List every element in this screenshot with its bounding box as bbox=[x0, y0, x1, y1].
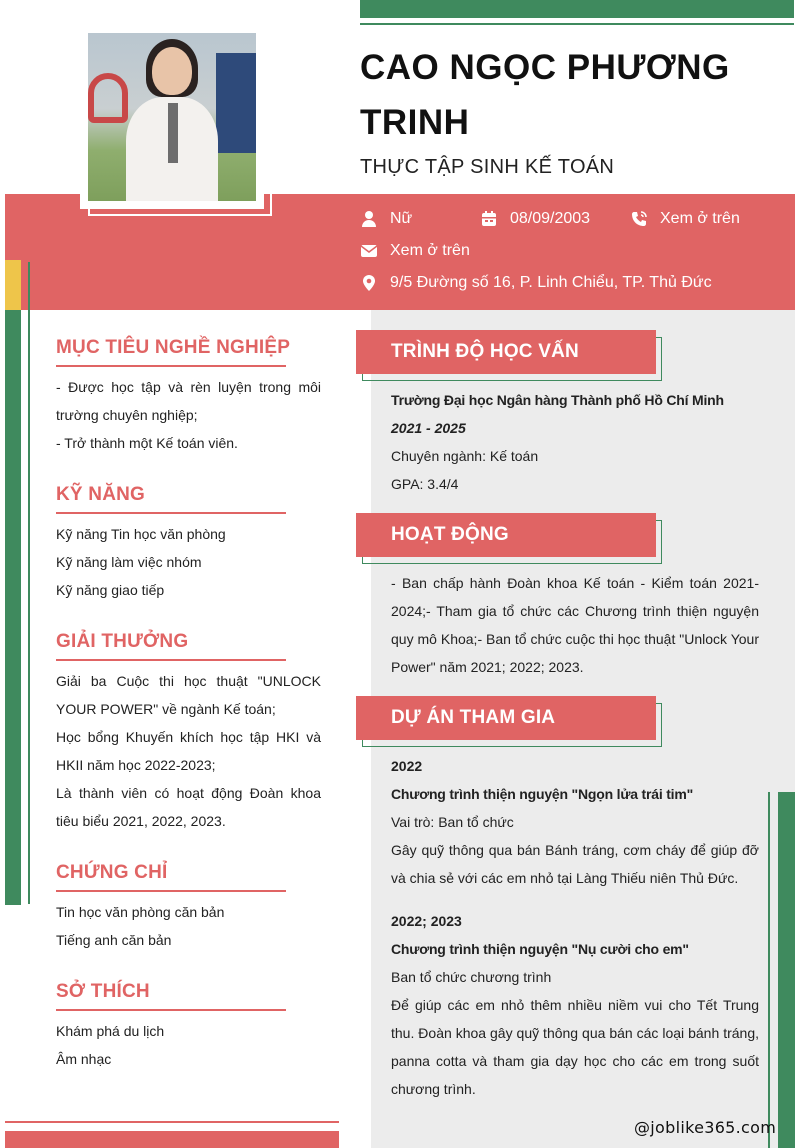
watermark: @joblike365.com bbox=[634, 1118, 777, 1137]
awards-underline bbox=[56, 659, 286, 661]
contact-gender bbox=[360, 210, 412, 228]
hobby-item: Khám phá du lịch bbox=[56, 1023, 165, 1039]
contact-address bbox=[360, 274, 712, 292]
calendar-icon bbox=[480, 210, 498, 228]
project-desc: Để giúp các em nhỏ thêm nhiều niềm vui cho Tết Trung thu. Đoàn khoa gây quỹ thông qua bán các loại bánh tráng, panna cotta và tham gia dạy học cho các em trong suốt chương trình. bbox=[391, 997, 759, 1097]
education-major: Chuyên ngành: Kế toán bbox=[391, 448, 539, 464]
phone-value: Xem ở trên bbox=[660, 210, 740, 227]
objective-line: - Được học tập và rèn luyện trong môi trường chuyên nghiệp; bbox=[56, 379, 321, 423]
skill-item: Kỹ năng làm việc nhóm bbox=[56, 554, 202, 570]
project-role: Vai trò: Ban tổ chức bbox=[391, 814, 514, 830]
gender-value: Nữ bbox=[390, 210, 413, 227]
profile-photo bbox=[88, 33, 256, 201]
full-name bbox=[360, 40, 790, 150]
left-yellow-accent bbox=[5, 260, 21, 310]
award-item: Học bổng Khuyến khích học tập HKI và HKII năm học 2022-2023; bbox=[56, 729, 321, 773]
hobby-item: Âm nhạc bbox=[56, 1051, 112, 1067]
projects-title: DỰ ÁN THAM GIA bbox=[356, 696, 656, 740]
certificate-item: Tin học văn phòng căn bản bbox=[56, 904, 225, 920]
activities-title: HOẠT ĐỘNG bbox=[356, 513, 656, 557]
contact-birthday bbox=[480, 210, 590, 228]
top-decor-line bbox=[360, 23, 794, 25]
location-pin-icon bbox=[360, 274, 378, 292]
activities-text: - Ban chấp hành Đoàn khoa Kế toán - Kiểm toán 2021-2024;- Tham gia tổ chức các Chương trình thiện nguyện quy mô Khoa;- Ban tổ chức cuộc thi học thuật "Unlock Your Power" năm 2021; 2022; 2023. bbox=[391, 575, 759, 675]
certificates-underline bbox=[56, 890, 286, 892]
objective-line: - Trở thành một Kế toán viên. bbox=[56, 435, 238, 451]
skills-title: KỸ NĂNG bbox=[56, 484, 146, 505]
awards-title: GIẢI THƯỞNG bbox=[56, 631, 189, 652]
skills-underline bbox=[56, 512, 286, 514]
skill-item: Kỹ năng Tin học văn phòng bbox=[56, 526, 226, 542]
objective-list bbox=[56, 373, 321, 457]
education-gpa: GPA: 3.4/4 bbox=[391, 476, 459, 492]
contact-email bbox=[360, 242, 470, 260]
phone-icon bbox=[630, 210, 648, 228]
hobbies-title: SỞ THÍCH bbox=[56, 981, 150, 1002]
hobbies-list bbox=[56, 1017, 321, 1073]
right-green-bar bbox=[778, 792, 795, 1148]
name-line-1: CAO NGỌC PHƯƠNG bbox=[360, 48, 730, 87]
top-decor-bar bbox=[360, 0, 794, 18]
project-year: 2022; 2023 bbox=[391, 913, 462, 929]
bottom-decor-line bbox=[5, 1121, 339, 1123]
awards-list bbox=[56, 667, 321, 835]
right-green-line bbox=[768, 792, 770, 1148]
envelope-icon bbox=[360, 242, 378, 260]
project-name: Chương trình thiện nguyện "Nụ cười cho em" bbox=[391, 941, 689, 957]
objective-underline bbox=[56, 365, 286, 367]
skills-list bbox=[56, 520, 321, 604]
profile-photo-frame bbox=[80, 25, 264, 209]
name-line-2: TRINH bbox=[360, 103, 470, 142]
certificates-list bbox=[56, 898, 321, 954]
left-green-bar bbox=[5, 310, 21, 905]
project-name: Chương trình thiện nguyện "Ngọn lửa trái tim" bbox=[391, 786, 694, 802]
education-title: TRÌNH ĐỘ HỌC VẤN bbox=[356, 330, 656, 374]
project-year: 2022 bbox=[391, 758, 423, 774]
education-block bbox=[391, 386, 759, 498]
contact-phone bbox=[630, 210, 740, 228]
project-item bbox=[391, 752, 759, 892]
certificates-title: CHỨNG CHỈ bbox=[56, 862, 168, 883]
education-years: 2021 - 2025 bbox=[391, 420, 466, 436]
skill-item: Kỹ năng giao tiếp bbox=[56, 582, 165, 598]
email-value: Xem ở trên bbox=[390, 242, 470, 259]
left-green-line bbox=[28, 262, 30, 904]
hobbies-underline bbox=[56, 1009, 286, 1011]
job-title: THỰC TẬP SINH KẾ TOÁN bbox=[360, 156, 615, 178]
award-item: Giải ba Cuộc thi học thuật "UNLOCK YOUR POWER" về ngành Kế toán; bbox=[56, 673, 321, 717]
education-school: Trường Đại học Ngân hàng Thành phố Hồ Chí Minh bbox=[391, 392, 724, 408]
bottom-decor-bar bbox=[5, 1131, 339, 1148]
user-icon bbox=[360, 210, 378, 228]
project-item bbox=[391, 907, 759, 1103]
project-role: Ban tổ chức chương trình bbox=[391, 969, 552, 985]
address-value: 9/5 Đường số 16, P. Linh Chiểu, TP. Thủ Đức bbox=[390, 274, 712, 291]
objective-title: MỤC TIÊU NGHỀ NGHIỆP bbox=[56, 337, 291, 358]
project-desc: Gây quỹ thông qua bán Bánh tráng, cơm cháy để giúp đỡ và chia sẻ với các em nhỏ tại Làng Thiếu niên Thủ Đức. bbox=[391, 842, 759, 886]
certificate-item: Tiếng anh căn bản bbox=[56, 932, 172, 948]
award-item: Là thành viên có hoạt động Đoàn khoa tiêu biểu 2021, 2022, 2023. bbox=[56, 785, 321, 829]
birthday-value: 08/09/2003 bbox=[510, 210, 591, 227]
